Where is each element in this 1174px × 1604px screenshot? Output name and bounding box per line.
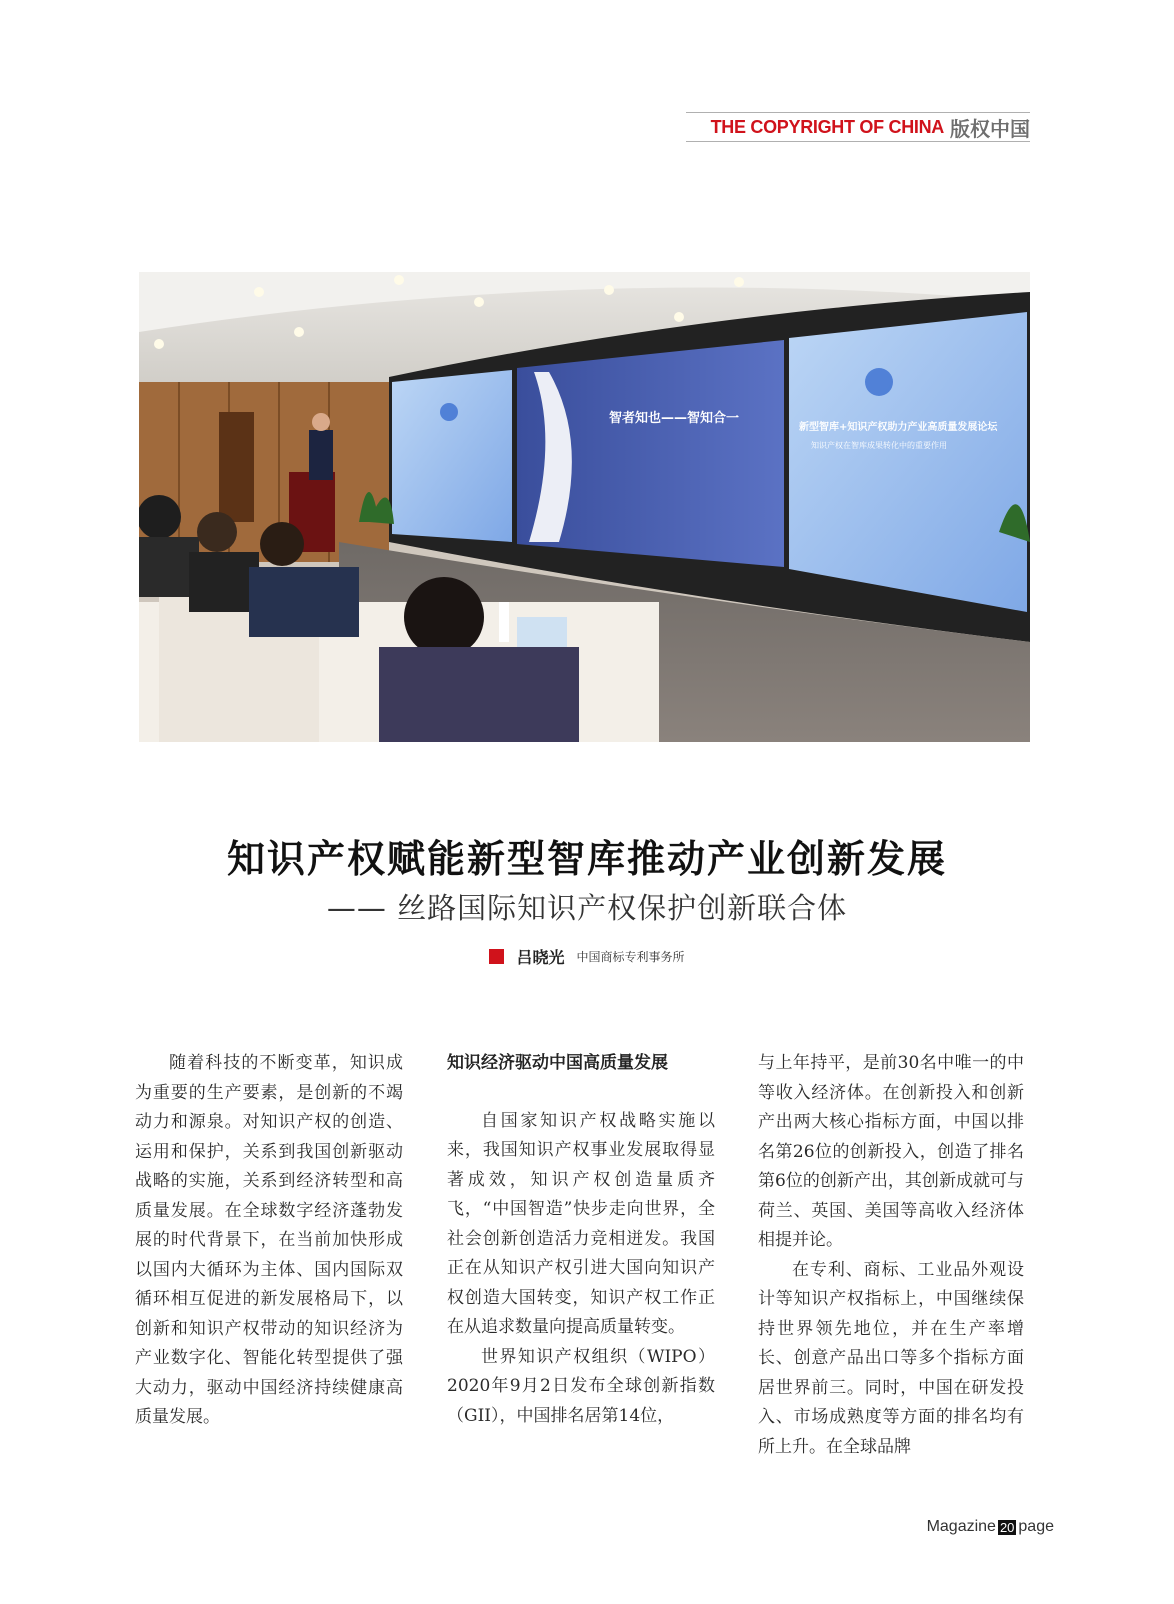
page-footer xyxy=(927,1518,1054,1536)
section-heading: 知识经济驱动中国高质量发展 xyxy=(447,1053,668,1073)
author-organization: 中国商标专利事务所 xyxy=(576,950,685,964)
footer-page-label: page xyxy=(1018,1518,1054,1535)
screen-right-subtitle: 知识产权在智库成果转化中的重要作用 xyxy=(811,441,947,450)
paragraph: 自国家知识产权战略实施以来，我国知识产权事业发展取得显著成效，知识产权创造量质齐飞，“中国智造”快步走向世界，全社会创新创造活力竞相迸发。我国正在从知识产权引进大国向知识产权创造大国转变，知识产权工作正在从追求数量向提高质量转变。 xyxy=(447,1110,715,1337)
paragraph: 世界知识产权组织（WIPO）2020年9月2日发布全球创新指数（GII），中国排名居第14位， xyxy=(447,1346,715,1426)
body-column-2 xyxy=(447,1049,715,1431)
red-square-icon xyxy=(489,949,504,964)
header-chinese: 版权中国 xyxy=(950,116,1030,141)
header-english: THE COPYRIGHT OF CHINA xyxy=(710,116,944,137)
paragraph: 与上年持平，是前30名中唯一的中等收入经济体。在创新投入和创新产出两大核心指标方面，中国以排名第26位的创新投入，创造了排名第6位的创新产出，其创新成就可与荷兰、英国、美国等高收入经济体相提并论。 xyxy=(758,1053,1024,1250)
footer-magazine: Magazine xyxy=(926,1518,996,1535)
section-header xyxy=(686,112,1030,142)
forum-photo xyxy=(139,272,1030,742)
body-column-3 xyxy=(758,1049,1024,1462)
paragraph: 在专利、商标、工业品外观设计等知识产权指标上，中国继续保持世界领先地位，并在生产率增长、创意产品出口等多个指标方面居世界前三。同时，中国在研发投入、市场成熟度等方面的排名均有所上升。在全球品牌 xyxy=(758,1259,1024,1457)
screen-right-title: 新型智库+知识产权助力产业高质量发展论坛 xyxy=(799,422,998,433)
article-title: 知识产权赋能新型智库推动产业创新发展 xyxy=(226,836,947,881)
paragraph: 随着科技的不断变革，知识成为重要的生产要素，是创新的不竭动力和源泉。对知识产权的创造、运用和保护，关系到我国创新驱动战略的实施，关系到经济转型和高质量发展。在全球数字经济蓬勃发展的时代背景下，在当前加快形成以国内大循环为主体、国内国际双循环相互促进的新发展格局下，以创新和知识产权带动的知识经济为产业数字化、智能化转型提供了强大动力，驱动中国经济持续健康高质量发展。 xyxy=(135,1053,403,1427)
byline xyxy=(0,945,1174,968)
screen-center-quote: 智者知也——智知合一 xyxy=(609,411,740,426)
body-column-1 xyxy=(135,1049,403,1433)
page-number: 20 xyxy=(999,1519,1015,1535)
article-subtitle: —— 丝路国际知识产权保护创新联合体 xyxy=(326,891,848,925)
author-name: 吕晓光 xyxy=(516,948,565,967)
